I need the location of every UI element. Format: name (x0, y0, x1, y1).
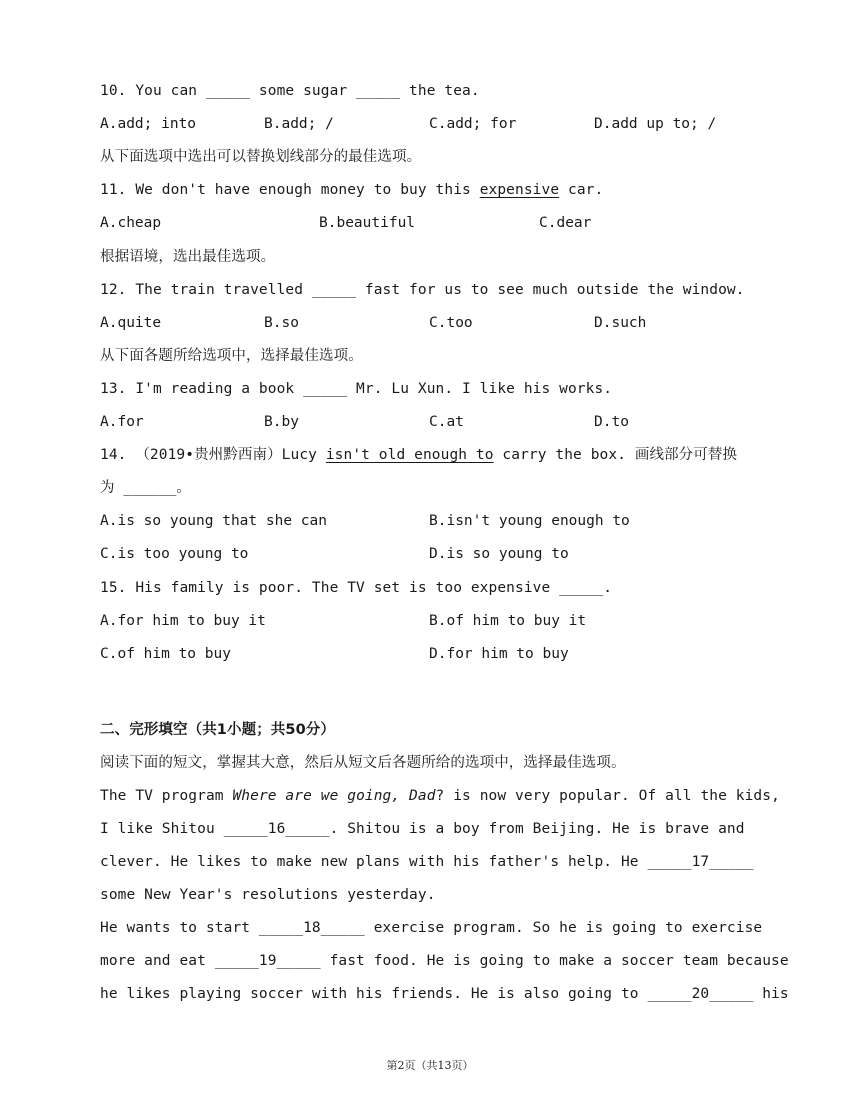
question-13-stem: 13. I'm reading a book _____ Mr. Lu Xun. I like his works. (100, 381, 613, 397)
q11-pre: 11. We don't have enough money to buy this (100, 182, 480, 198)
option-d: D.to (594, 414, 629, 430)
question-14-stem (100, 445, 737, 465)
passage-line-7: he likes playing soccer with his friends. He is also going to _____20_____ his (100, 986, 789, 1002)
q14-pre: 14. （2019•贵州黔西南）Lucy (100, 447, 326, 463)
option-d: D.such (594, 315, 647, 331)
section-instruction: 阅读下面的短文，掌握其大意，然后从短文后各题所给的选项中，选择最佳选项。 (100, 755, 626, 771)
option-b: B.of him to buy it (429, 613, 587, 629)
passage-line-3: clever. He likes to make new plans with his father's help. He _____17_____ (100, 854, 754, 870)
option-d: D.is so young to (429, 546, 569, 562)
option-b: B.so (264, 315, 299, 331)
q11-underlined: expensive (479, 182, 560, 198)
option-c: C.is too young to (100, 546, 249, 562)
option-d: D.add up to; / (594, 116, 717, 132)
question-10-stem: 10. You can _____ some sugar _____ the tea. (100, 83, 480, 99)
q14-underlined: isn't old enough to (325, 447, 494, 463)
question-14-stem-line2: 为 ______。 (100, 480, 192, 496)
passage-line-2: I like Shitou _____16_____. Shitou is a boy from Beijing. He is brave and (100, 821, 745, 837)
option-a: A.is so young that she can (100, 513, 327, 529)
option-a: A.add; into (100, 116, 197, 132)
option-c: C.too (429, 315, 473, 331)
passage-pre: The TV program (100, 788, 233, 804)
question-11-stem (100, 180, 603, 200)
option-c: C.dear (539, 215, 592, 231)
section-heading: 二、完形填空（共1小题；共50分） (100, 722, 335, 738)
instruction-each: 从下面各题所给选项中，选择最佳选项。 (100, 348, 363, 364)
page-footer: 第2页（共13页） (386, 1059, 474, 1072)
option-b: B.isn't young enough to (429, 513, 630, 529)
option-a: A.for (100, 414, 144, 430)
option-c: C.of him to buy (100, 646, 231, 662)
option-d: D.for him to buy (429, 646, 569, 662)
passage-post: ? is now very popular. Of all the kids, (435, 788, 780, 804)
q11-post: car. (559, 182, 604, 198)
option-b: B.add; / (264, 116, 334, 132)
passage-line-6: more and eat _____19_____ fast food. He is going to make a soccer team because (100, 953, 789, 969)
q14-post: carry the box. 画线部分可替换 (493, 447, 738, 463)
instruction-replace: 从下面选项中选出可以替换划线部分的最佳选项。 (100, 149, 422, 165)
question-15-stem: 15. His family is poor. The TV set is too expensive _____. (100, 580, 613, 596)
option-a: A.cheap (100, 215, 162, 231)
program-title: Where are we going, Dad (232, 788, 436, 804)
option-c: C.add; for (429, 116, 517, 132)
question-12-stem: 12. The train travelled _____ fast for us to see much outside the window. (100, 282, 745, 298)
passage-line-4: some New Year's resolutions yesterday. (100, 887, 436, 903)
option-a: A.quite (100, 315, 162, 331)
passage-line-5: He wants to start _____18_____ exercise program. So he is going to exercise (100, 920, 763, 936)
option-b: B.by (264, 414, 299, 430)
option-c: C.at (429, 414, 464, 430)
option-b: B.beautiful (319, 215, 416, 231)
option-a: A.for him to buy it (100, 613, 266, 629)
instruction-context: 根据语境，选出最佳选项。 (100, 249, 276, 265)
passage-line-1 (100, 786, 780, 806)
